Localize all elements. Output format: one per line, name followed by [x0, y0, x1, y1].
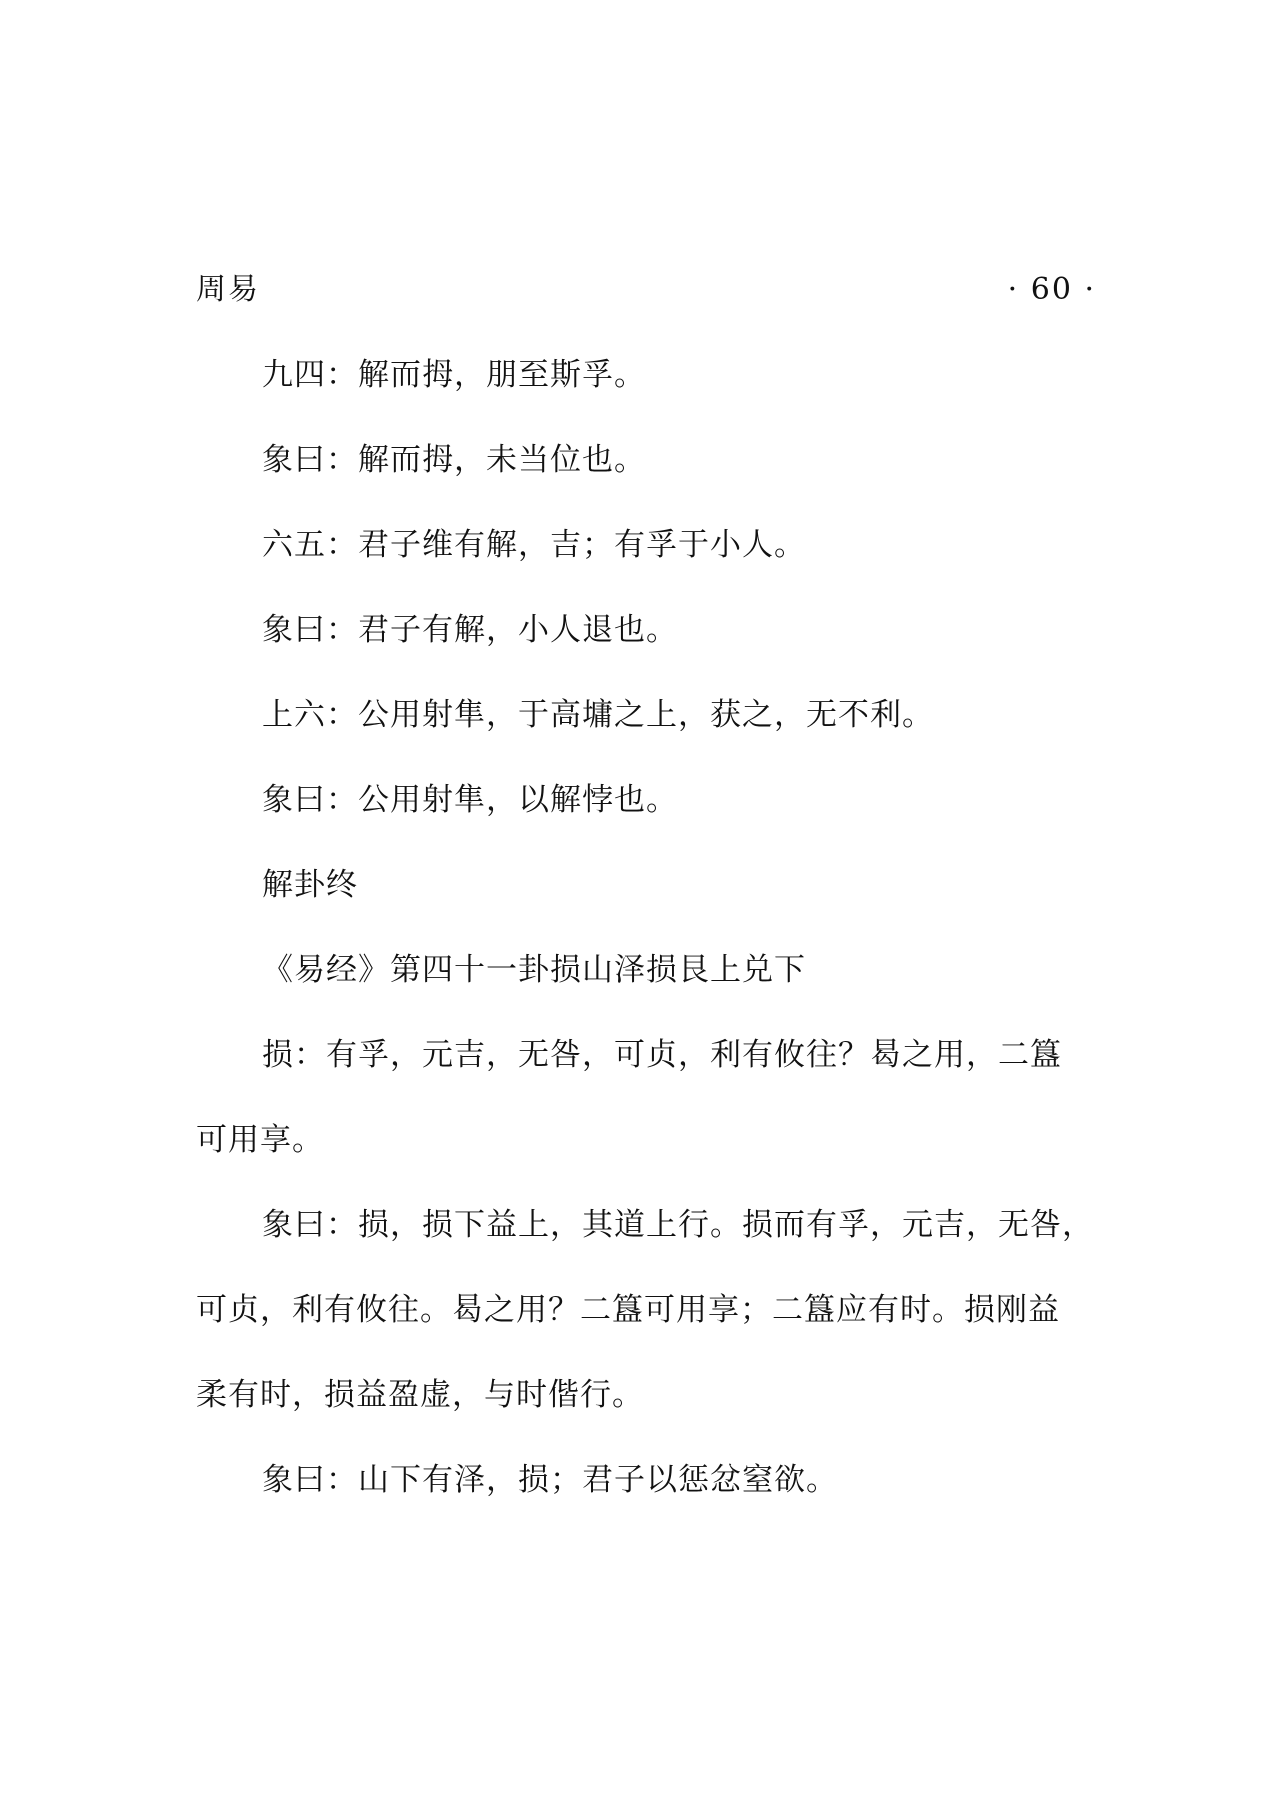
text-line: 柔有时，损益盈虚，与时偕行。 [196, 1377, 644, 1413]
paragraph-sun-judgment [196, 1034, 1106, 1162]
hexagram-heading [196, 949, 1106, 992]
text-line: 可贞，利有攸往。曷之用？二簋可用享；二簋应有时。损刚益 [196, 1292, 1060, 1328]
running-title: 周易 [196, 272, 260, 307]
text-line: 解卦终 [262, 867, 358, 903]
paragraph-sun-commentary [196, 1204, 1106, 1417]
paragraph-jiusi [196, 354, 1106, 397]
text-line: 可用享。 [196, 1122, 324, 1158]
paragraph-jiusi-commentary [196, 439, 1106, 482]
paragraph-shangliu [196, 694, 1106, 737]
page-number: · 60 · [1007, 272, 1096, 307]
text-line: 《易经》第四十一卦损山泽损艮上兑下 [262, 952, 806, 988]
text-line: 象曰：损，损下益上，其道上行。损而有孚，元吉，无咎， [262, 1207, 1094, 1243]
text-line: 象曰：公用射隼，以解悖也。 [262, 782, 678, 818]
section-end-note [196, 864, 1106, 907]
text-line: 九四：解而拇，朋至斯孚。 [262, 357, 646, 393]
text-line: 六五：君子维有解，吉；有孚于小人。 [262, 527, 806, 563]
text-line: 象曰：君子有解，小人退也。 [262, 612, 678, 648]
paragraph-shangliu-commentary [196, 779, 1106, 822]
text-line: 损：有孚，元吉，无咎，可贞，利有攸往？曷之用，二簋 [262, 1037, 1062, 1073]
text-line: 上六：公用射隼，于高墉之上，获之，无不利。 [262, 697, 934, 733]
text-line: 象曰：解而拇，未当位也。 [262, 442, 646, 478]
page-header [196, 268, 1096, 312]
paragraph-liuwu [196, 524, 1106, 567]
text-line: 象曰：山下有泽，损；君子以惩忿窒欲。 [262, 1462, 838, 1498]
paragraph-sun-image [196, 1459, 1106, 1502]
paragraph-liuwu-commentary [196, 609, 1106, 652]
page-body [196, 354, 1106, 1544]
